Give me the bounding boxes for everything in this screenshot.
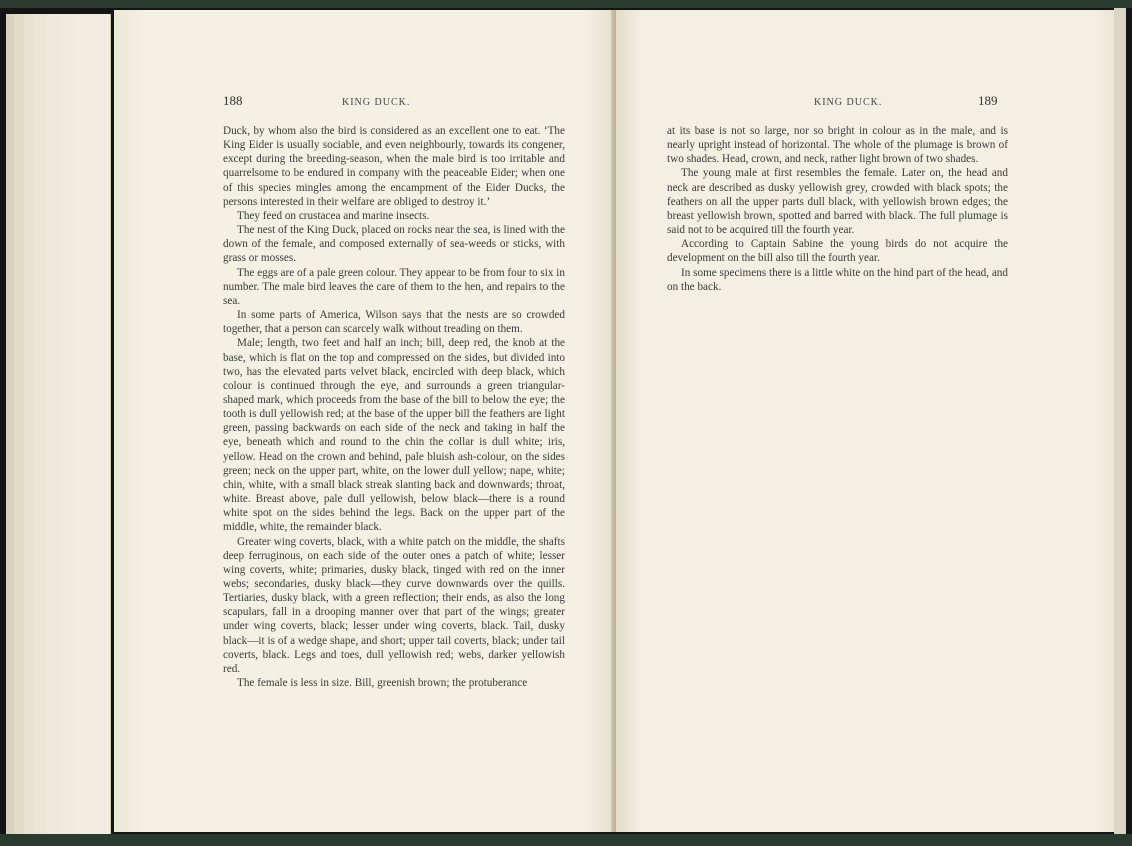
- right-page: [616, 10, 1114, 832]
- paragraph: Greater wing coverts, black, with a white patch on the middle, the shafts deep ferruginous, on each side of the outer ones a patch of white; lesser wing coverts, white; primaries, dusky black, tinged with red on the inner webs; secondaries, dusky black—they curve downwards over the quills. Tertiaries, dusky black, with a green reflection; their ends, as also the long scapulars, fall in a drooping manner over that part of the wings; greater under wing coverts, black; lesser under wing coverts, black. Tail, dusky black—it is of a wedge shape, and short; upper tail coverts, black; under tail coverts, black. Legs and toes, dull yellowish red; webs, darker yellowish red.: [223, 535, 565, 675]
- paragraph: In some parts of America, Wilson says that the nests are so crowded together, that a person can scarcely walk without treading on them.: [223, 309, 565, 336]
- left-page: [114, 10, 614, 832]
- page-number: 188: [223, 93, 243, 108]
- board-edge-top: [0, 0, 1132, 8]
- paragraph: Duck, by whom also the bird is considered as an excellent one to eat. ‘The King Eider is usually sociable, and even neighbourly, towards its congener, except during the breeding-season, when the male bird is too irritable and quarrelsome to be endured in company with the peaceable Eider; when one of this species mingles among the encampment of the Eider Ducks, the persons interested in their welfare are obliged to destroy it.’: [223, 125, 565, 208]
- paragraph: The eggs are of a pale green colour. They appear to be from four to six in number. The male bird leaves the care of them to the hen, and repairs to the sea.: [223, 266, 565, 307]
- running-header: KING DUCK.: [342, 97, 411, 108]
- paragraph: Male; length, two feet and half an inch; bill, deep red, the knob at the base, which is flat on the top and compressed on the sides, but divided into two, has the elevated parts velvet black, encircled with deep black, which colour is continued through the eye, and surrounds a green triangular-shaped mark, which proceeds from the base of the bill to below the eye; the tooth is dull yellowish red; at the base of the upper bill the feathers are light green, passing backwards on each side of the neck and taking in half the eye, beneath which and round to the chin the collar is dull white; iris, yellow. Head on the crown and behind, pale bluish ash-colour, on the sides green; neck on the upper part, white, on the lower dull yellow; nape, white; chin, white, with a small black streak slanting back and downwards; throat, white. Breast above, pale dull yellowish, below black—there is a round white spot on the sides behind the legs. Back on the upper part of the middle, white, the remainder black.: [223, 337, 565, 534]
- paragraph: They feed on crustacea and marine insects.: [237, 209, 430, 222]
- paragraph: The young male at first resembles the female. Later on, the head and neck are described as dusky yellowish grey, crowded with black spots; the feathers on all the upper parts dull black, with yellowish brown edges; the breast yellowish brown, spotted and barred with black. The full plumage is said not to be acquired till the fourth year.: [667, 167, 1008, 237]
- paragraph: The nest of the King Duck, placed on rocks near the sea, is lined with the down of the female, and composed externally of sea-weeds or sticks, with grass or mosses.: [223, 224, 565, 265]
- paragraph: The female is less in size. Bill, greenish brown; the protuberance: [237, 677, 528, 690]
- running-header: KING DUCK.: [814, 97, 883, 108]
- page-number: 189: [978, 93, 998, 108]
- page-stack: [6, 14, 116, 834]
- paragraph: In some specimens there is a little white on the hind part of the head, and on the back.: [667, 266, 1008, 293]
- paragraph: According to Captain Sabine the young birds do not acquire the development on the bill also till the fourth year.: [667, 238, 1008, 265]
- body-text: [223, 124, 565, 690]
- right-page-edge: [1114, 8, 1126, 834]
- body-text: [667, 124, 1008, 294]
- board-edge-bottom: [0, 834, 1132, 846]
- paragraph: at its base is not so large, nor so bright in colour as in the male, and is nearly upright instead of horizontal. The whole of the plumage is brown of two shades. Head, crown, and neck, rather light brown of two shades.: [667, 125, 1008, 166]
